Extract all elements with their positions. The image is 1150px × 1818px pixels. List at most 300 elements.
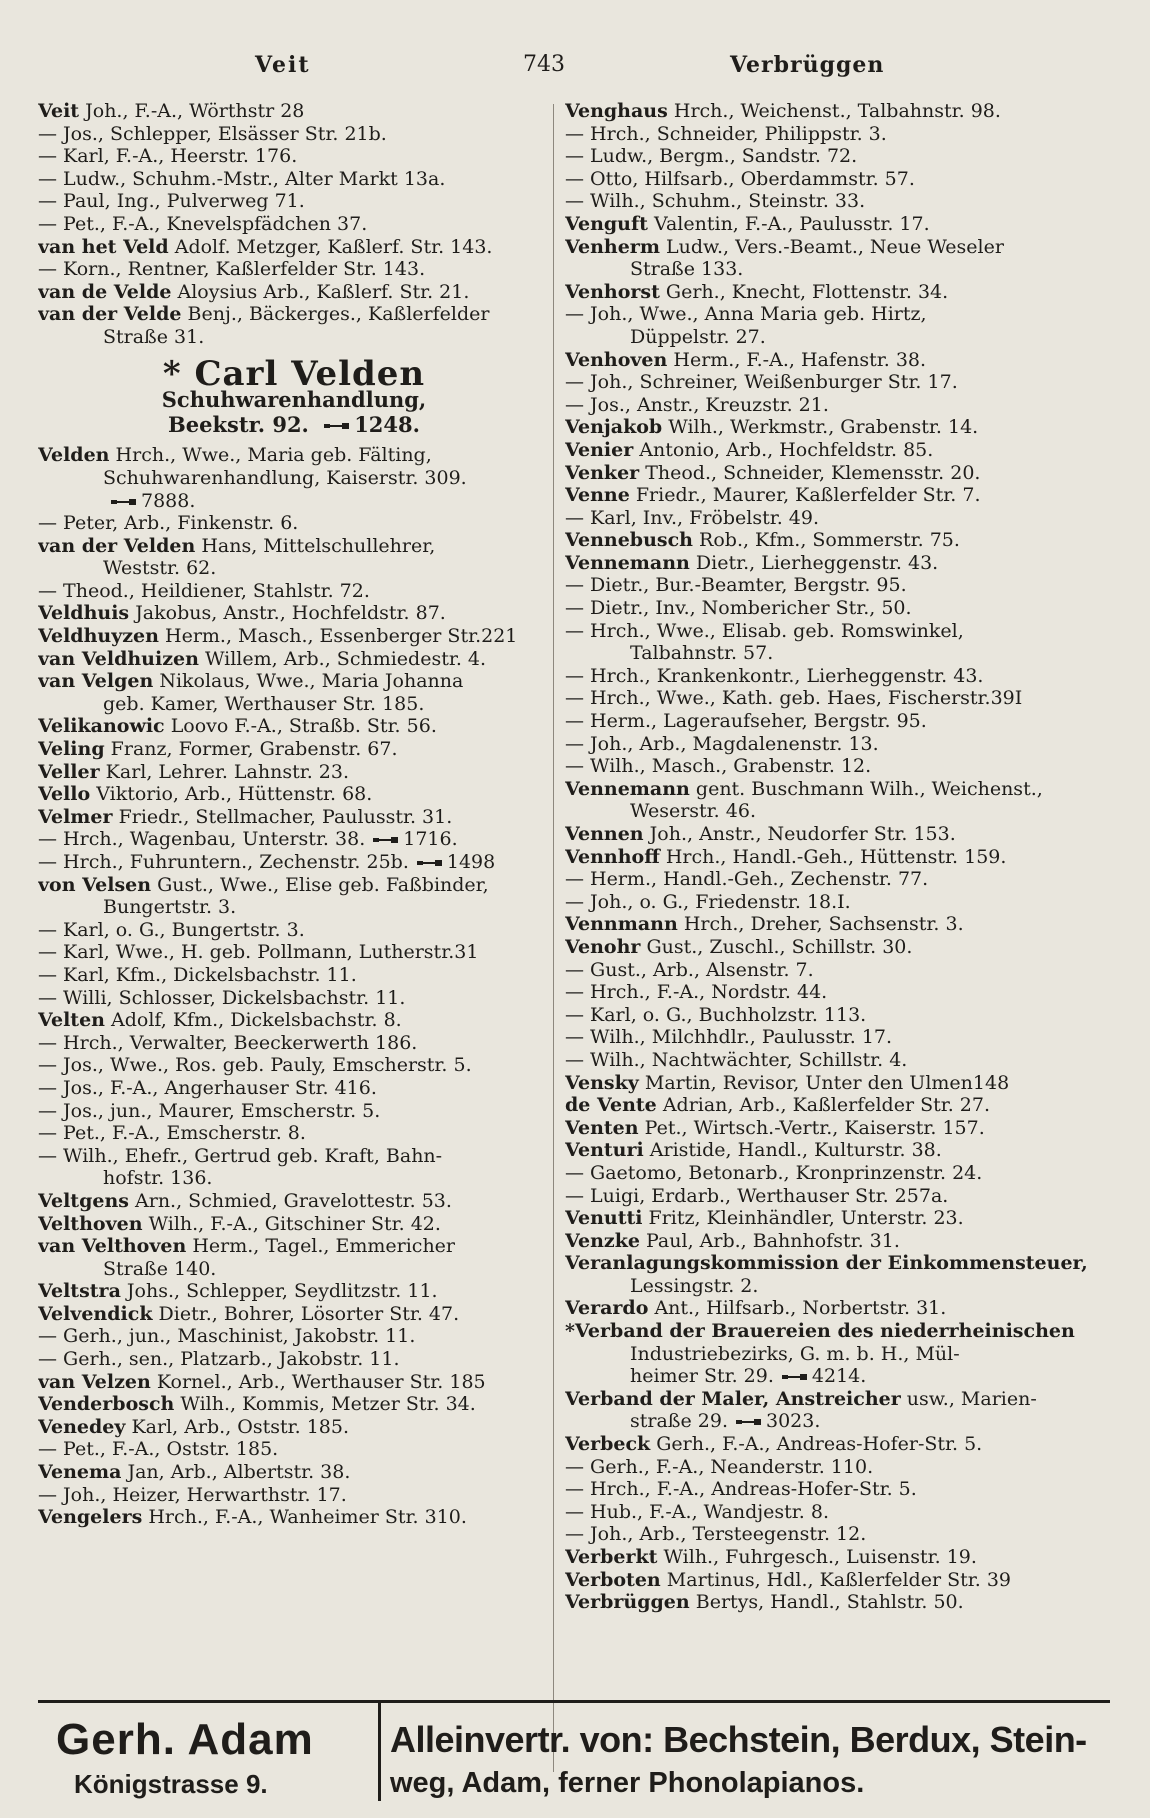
entry-continuation-text: Bungertstr. 3. — [103, 896, 237, 919]
entry-details: Pet., Wirtsch.-Vertr., Kaiserstr. 157. — [644, 1116, 985, 1139]
directory-entry — [38, 1393, 550, 1416]
directory-entry — [565, 168, 1110, 191]
entry-details: Dietr., Bohrer, Lösorter Str. 47. — [158, 1302, 460, 1325]
banner-company-name: Gerh. Adam — [56, 1715, 314, 1764]
directory-entry — [38, 1009, 550, 1032]
directory-entry — [38, 761, 550, 784]
entry-details: — Gust., Arb., Alsenstr. 7. — [565, 958, 814, 981]
entry-details: — Hrch., Fuhruntern., Zechenstr. 25b. — [38, 851, 409, 873]
directory-entry — [565, 190, 1110, 213]
entry-details: — Jos., F.-A., Angerhauser Str. 416. — [38, 1076, 377, 1099]
directory-entry — [565, 733, 1110, 756]
directory-entry — [565, 552, 1110, 575]
left-entries-bottom — [38, 444, 550, 1529]
entry-details: Wilh., Fuhrgesch., Luisenstr. 19. — [663, 1546, 977, 1568]
entry-phone — [782, 1365, 866, 1387]
directory-entry — [38, 919, 550, 942]
entry-details: Nikolaus, Wwe., Maria Johanna — [159, 670, 464, 693]
entry-surname: Verardo — [565, 1297, 649, 1320]
entry-details: Aloysius Arb., Kaßlerf. Str. 21. — [177, 280, 470, 303]
entry-surname: Vennemann — [565, 551, 690, 574]
directory-entry — [38, 1461, 550, 1484]
directory-entry — [565, 1049, 1110, 1072]
entry-details: Jan, Arb., Albertstr. 38. — [127, 1461, 351, 1484]
entry-surname: van der Velde — [38, 303, 182, 326]
directory-entry — [565, 439, 1110, 462]
directory-entry — [38, 236, 550, 259]
directory-entry — [38, 281, 550, 304]
entry-details: Hrch., Weichenst., Talbahnstr. 98. — [673, 100, 1001, 122]
directory-entry — [38, 941, 550, 964]
entry-continuation — [38, 1258, 550, 1281]
directory-entry — [38, 1325, 550, 1348]
directory-entry — [38, 1213, 550, 1236]
entry-continuation — [565, 258, 1110, 281]
entry-surname: *Verband der Brauereien des niederrheinischen — [565, 1320, 1075, 1343]
entry-continuation — [38, 557, 550, 580]
entry-surname: Venne — [565, 484, 630, 507]
entry-details: — Joh., o. G., Friedenstr. 18.I. — [565, 890, 851, 913]
entry-continuation-text: Schuhwarenhandlung, Kaiserstr. 309. — [103, 466, 467, 489]
entry-details: Hrch., F.-A., Wanheimer Str. 310. — [148, 1506, 467, 1529]
directory-entry — [38, 123, 550, 146]
entry-surname: Venghaus — [565, 100, 668, 122]
entry-details: — Gaetomo, Betonarb., Kronprinzenstr. 24. — [565, 1161, 983, 1184]
entry-details: — Herm., Handl.-Geh., Zechenstr. 77. — [565, 868, 929, 891]
entry-details: — Luigi, Erdarb., Werthauser Str. 257a. — [565, 1184, 949, 1207]
entry-surname: Verboten — [565, 1568, 661, 1591]
directory-entry — [38, 1122, 550, 1145]
directory-entry — [565, 462, 1110, 485]
entry-surname: Vennhoff — [565, 845, 660, 868]
directory-entry — [38, 580, 550, 603]
entry-details: Hrch., Dreher, Sachsenstr. 3. — [683, 913, 964, 936]
entry-surname: Vennebusch — [565, 529, 693, 552]
directory-entry — [565, 846, 1110, 869]
entry-details: Herm., Tagel., Emmericher — [192, 1235, 456, 1258]
entry-surname: Vensky — [565, 1071, 639, 1094]
entry-surname: Venohr — [565, 935, 641, 958]
directory-entry — [565, 1546, 1110, 1569]
entry-surname: van het Veld — [38, 235, 169, 258]
directory-entry — [565, 597, 1110, 620]
directory-entry — [565, 507, 1110, 530]
entry-continuation-text: Straße 133. — [630, 258, 744, 281]
entry-details: Karl, Lehrer. Lahnstr. 23. — [105, 760, 350, 783]
entry-details: — Pet., F.-A., Knevelspfädchen 37. — [38, 212, 368, 235]
entry-details: Wilh., Kommis, Metzer Str. 34. — [180, 1393, 476, 1416]
directory-entry — [565, 959, 1110, 982]
entry-details: — Wilh., Nachtwächter, Schillstr. 4. — [565, 1048, 908, 1071]
directory-entry — [565, 936, 1110, 959]
entry-surname: Venhoven — [565, 348, 668, 371]
directory-entry — [565, 1117, 1110, 1140]
directory-entry — [38, 964, 550, 987]
directory-entry — [38, 1506, 550, 1529]
entry-details: Adolf. Metzger, Kaßlerf. Str. 143. — [174, 235, 493, 258]
entry-details: usw., Marien- — [906, 1387, 1037, 1410]
entry-details: Willem, Arb., Schmiedestr. 4. — [204, 647, 487, 670]
entry-details: gent. Buschmann Wilh., Weichenst., — [695, 777, 1043, 800]
entry-details: Adrian, Arb., Kaßlerfelder Str. 27. — [662, 1094, 991, 1117]
directory-entry — [38, 670, 550, 693]
directory-entry — [38, 512, 550, 535]
entry-surname: Verband der Maler, Anstreicher — [565, 1387, 901, 1410]
entry-surname: Verbrüggen — [565, 1591, 690, 1614]
entry-details: Benj., Bäckerges., Kaßlerfelder — [187, 303, 490, 326]
entry-details: — Korn., Rentner, Kaßlerfelder Str. 143. — [38, 258, 426, 281]
entry-details: Bertys, Handl., Stahlstr. 50. — [695, 1591, 964, 1614]
entry-details: Gust., Wwe., Elise geb. Faßbinder, — [157, 873, 489, 896]
entry-details: Ludw., Vers.-Beamt., Neue Weseler — [665, 235, 1004, 258]
entry-details: — Wilh., Milchhdlr., Paulusstr. 17. — [565, 1026, 893, 1049]
directory-entry — [38, 874, 550, 897]
entry-surname: van Velzen — [38, 1370, 151, 1393]
entry-details: Wilh., F.-A., Gitschiner Str. 42. — [148, 1212, 441, 1235]
directory-entry — [565, 145, 1110, 168]
left-column — [38, 100, 550, 1529]
entry-surname: Verberkt — [565, 1546, 658, 1568]
entry-surname: van Velgen — [38, 670, 154, 693]
directory-entry — [565, 1523, 1110, 1546]
entry-surname: Venherm — [565, 235, 660, 258]
directory-entry — [565, 620, 1110, 643]
directory-entry — [38, 987, 550, 1010]
entry-surname: Velvendick — [38, 1302, 153, 1325]
entry-details: — Joh., Arb., Tersteegenstr. 12. — [565, 1523, 867, 1546]
directory-entry — [565, 1004, 1110, 1027]
page-number: 743 — [523, 52, 565, 77]
entry-details: Dietr., Lierheggenstr. 43. — [695, 551, 939, 574]
entry-details: Herm., F.-A., Hafenstr. 38. — [673, 348, 927, 371]
entry-details: — Joh., Arb., Magdalenenstr. 13. — [565, 732, 879, 755]
entry-details: — Hrch., Wwe., Kath. geb. Haes, Fischerstr.39I — [565, 687, 1023, 710]
banner-line-2: weg, Adam, ferner Phonolapianos. — [390, 1767, 865, 1799]
directory-entry — [565, 1185, 1110, 1208]
entry-details: Franz, Former, Grabenstr. 67. — [110, 738, 398, 761]
entry-surname: de Vente — [565, 1094, 657, 1117]
entry-details: — Joh., Wwe., Anna Maria geb. Hirtz, — [565, 303, 927, 326]
telephone-receiver-icon — [417, 858, 443, 868]
directory-entry — [38, 145, 550, 168]
entry-surname: Venhorst — [565, 280, 660, 303]
entry-details: Joh., F.-A., Wörthstr 28 — [85, 100, 305, 122]
entry-continuation-text: Düppelstr. 27. — [630, 325, 766, 348]
directory-entry — [565, 665, 1110, 688]
entry-surname: Venedey — [38, 1415, 126, 1438]
directory-entry — [565, 913, 1110, 936]
entry-continuation — [565, 326, 1110, 349]
entry-details: Loovo F.-A., Straßb. Str. 56. — [170, 715, 437, 738]
entry-continuation — [38, 326, 550, 349]
entry-details: Wilh., Werkmstr., Grabenstr. 14. — [668, 416, 979, 439]
velden-advertisement — [38, 353, 550, 437]
ad-phone — [324, 412, 420, 437]
header-left-keyword: Veit — [255, 52, 311, 78]
directory-entry — [565, 1297, 1110, 1320]
entry-surname: Venjakob — [565, 416, 663, 439]
directory-entry — [565, 1026, 1110, 1049]
directory-entry — [565, 891, 1110, 914]
entry-surname: Veldhuis — [38, 602, 130, 625]
entry-surname: Velthoven — [38, 1212, 143, 1235]
entry-continuation-text: Talbahnstr. 57. — [630, 642, 774, 665]
directory-entry — [38, 1054, 550, 1077]
directory-entry — [38, 490, 550, 513]
entry-details: Herm., Masch., Essenberger Str.221 — [165, 625, 518, 648]
entry-phone — [111, 490, 195, 512]
directory-entry — [565, 213, 1110, 236]
telephone-receiver-icon — [736, 1417, 762, 1427]
entry-details: — Hrch., Krankenkontr., Lierheggenstr. 43. — [565, 664, 984, 687]
directory-entry — [565, 236, 1110, 259]
left-entries-top — [38, 100, 550, 349]
entry-details: — Hrch., Verwalter, Beeckerwerth 186. — [38, 1031, 418, 1054]
directory-entry — [38, 1484, 550, 1507]
directory-entry — [565, 1230, 1110, 1253]
directory-entry — [565, 574, 1110, 597]
directory-entry — [565, 529, 1110, 552]
ad-subtitle: Schuhwarenhandlung, — [161, 387, 427, 413]
entry-surname: Velten — [38, 1009, 105, 1032]
right-column — [565, 100, 1110, 1614]
entry-details: Gust., Zuschl., Schillstr. 30. — [646, 935, 913, 958]
ad-phone-number: 1248. — [354, 411, 420, 437]
directory-entry — [38, 715, 550, 738]
entry-surname: Vennmann — [565, 913, 678, 936]
directory-entry — [565, 1207, 1110, 1230]
directory-entry — [565, 416, 1110, 439]
entry-details: — Jos., jun., Maurer, Emscherstr. 5. — [38, 1099, 381, 1122]
entry-details: Fritz, Kleinhändler, Unterstr. 23. — [648, 1207, 964, 1230]
entry-details: Valentin, F.-A., Paulusstr. 17. — [654, 212, 930, 235]
entry-details: — Hrch., Schneider, Philippstr. 3. — [565, 122, 887, 145]
entry-continuation-text: Weststr. 62. — [103, 557, 217, 580]
directory-entry — [565, 868, 1110, 891]
ad-address: Beekstr. 92. — [168, 411, 309, 437]
entry-continuation-text: geb. Kamer, Werthauser Str. 185. — [103, 692, 425, 715]
directory-entry — [38, 1235, 550, 1258]
entry-details: — Jos., Wwe., Ros. geb. Pauly, Emscherstr. 5. — [38, 1054, 472, 1077]
directory-entry — [565, 1094, 1110, 1117]
entry-surname: Venten — [565, 1116, 639, 1139]
entry-details: — Gerh., sen., Platzarb., Jakobstr. 11. — [38, 1348, 400, 1371]
directory-entry — [565, 484, 1110, 507]
entry-continuation — [565, 1343, 1110, 1366]
entry-continuation-text: Lessingstr. 2. — [630, 1274, 759, 1297]
entry-surname: Vello — [38, 783, 91, 806]
entry-details: — Hrch., Wwe., Elisab. geb. Romswinkel, — [565, 619, 964, 642]
entry-details: — Karl, Inv., Fröbelstr. 49. — [565, 506, 820, 529]
telephone-receiver-icon — [782, 1372, 808, 1382]
directory-entry — [38, 1077, 550, 1100]
directory-entry — [38, 1032, 550, 1055]
entry-details: — Hrch., Wagenbau, Unterstr. 38. — [38, 828, 366, 851]
directory-entry — [565, 281, 1110, 304]
directory-entry — [565, 1433, 1110, 1456]
entry-surname: Velikanowic — [38, 715, 165, 738]
directory-entry — [565, 100, 1110, 123]
directory-entry — [38, 738, 550, 761]
directory-entry — [38, 1100, 550, 1123]
entry-details: Friedr., Stellmacher, Paulusstr. 31. — [118, 805, 453, 828]
entry-details: Hrch., Wwe., Maria geb. Fälting, — [115, 444, 432, 467]
entry-surname: Venderbosch — [38, 1393, 175, 1416]
bottom-advertisement-banner — [38, 1700, 1110, 1803]
entry-details: — Gerh., jun., Maschinist, Jakobstr. 11. — [38, 1325, 416, 1348]
directory-entry — [38, 1303, 550, 1326]
directory-entry — [565, 303, 1110, 326]
entry-details: Hrch., Handl.-Geh., Hüttenstr. 159. — [665, 845, 1007, 868]
banner-street: Königstrasse 9. — [74, 1769, 268, 1799]
entry-continuation — [38, 1167, 550, 1190]
entry-details: — Hrch., F.-A., Nordstr. 44. — [565, 981, 828, 1004]
directory-entry — [565, 1478, 1110, 1501]
entry-surname: van Velthoven — [38, 1235, 187, 1258]
directory-entry — [38, 213, 550, 236]
entry-continuation — [38, 467, 550, 490]
entry-details: Karl, Arb., Oststr. 185. — [131, 1415, 350, 1438]
entry-details: — Herm., Lageraufseher, Bergstr. 95. — [565, 710, 927, 733]
entry-phone — [417, 851, 495, 873]
entry-details: — Gerh., F.-A., Neanderstr. 110. — [565, 1455, 874, 1478]
entry-surname: Venema — [38, 1461, 122, 1484]
entry-details: — Karl, Wwe., H. geb. Pollmann, Lutherstr.31 — [38, 941, 479, 964]
entry-continuation-text: straße 29. — [630, 1410, 728, 1433]
banner-line-1: Alleinvertr. von: Bechstein, Berdux, Stein- — [390, 1719, 1087, 1760]
entry-details: Aristide, Handl., Kulturstr. 38. — [649, 1139, 942, 1162]
entry-details: — Joh., Heizer, Herwarthstr. 17. — [38, 1483, 347, 1506]
directory-entry — [565, 710, 1110, 733]
entry-continuation-text: hofstr. 136. — [103, 1167, 213, 1190]
entry-surname: Venzke — [565, 1229, 640, 1252]
entry-details: Antonio, Arb., Hochfeldstr. 85. — [639, 438, 934, 461]
directory-entry — [565, 1388, 1110, 1411]
right-entries — [565, 100, 1110, 1614]
entry-details: — Jos., Anstr., Kreuzstr. 21. — [565, 393, 829, 416]
entry-details: — Ludw., Bergm., Sandstr. 72. — [565, 145, 858, 168]
entry-surname: Veltgens — [38, 1189, 129, 1212]
entry-surname: Venguft — [565, 212, 648, 235]
entry-phone-number: 1716. — [403, 828, 458, 851]
entry-surname: Venutti — [565, 1207, 643, 1230]
entry-details: — Pet., F.-A., Emscherstr. 8. — [38, 1122, 306, 1145]
telephone-receiver-icon — [373, 835, 399, 845]
entry-surname: Velden — [38, 444, 110, 467]
directory-entry — [38, 783, 550, 806]
entry-details: Hans, Mittelschullehrer, — [201, 534, 436, 557]
directory-entry — [565, 1501, 1110, 1524]
entry-continuation-text: Industriebezirks, G. m. b. H., Mül- — [630, 1342, 960, 1365]
entry-continuation — [565, 800, 1110, 823]
entry-details: Jakobus, Anstr., Hochfeldstr. 87. — [135, 602, 446, 625]
entry-details: — Karl, o. G., Buchholzstr. 113. — [565, 1003, 867, 1026]
entry-details: — Hub., F.-A., Wandjestr. 8. — [565, 1500, 829, 1523]
entry-details: — Otto, Hilfsarb., Oberdammstr. 57. — [565, 167, 915, 190]
entry-details: — Karl, Kfm., Dickelsbachstr. 11. — [38, 963, 357, 986]
directory-entry — [565, 1072, 1110, 1095]
directory-entry — [38, 806, 550, 829]
entry-surname: Veling — [38, 738, 105, 761]
entry-surname: Veranlagungskommission der Einkommensteuer, — [565, 1252, 1088, 1275]
directory-entry — [38, 1280, 550, 1303]
directory-entry — [38, 1348, 550, 1371]
directory-entry — [38, 1145, 550, 1168]
directory-entry — [38, 625, 550, 648]
entry-details: Kornel., Arb., Werthauser Str. 185 — [156, 1370, 486, 1393]
entry-surname: Venturi — [565, 1139, 644, 1162]
entry-continuation — [565, 1365, 1110, 1388]
entry-continuation — [38, 693, 550, 716]
entry-continuation — [565, 1275, 1110, 1298]
directory-entry — [565, 371, 1110, 394]
entry-details: Gerh., Knecht, Flottenstr. 34. — [665, 280, 949, 303]
entry-details: Arn., Schmied, Gravelottestr. 53. — [135, 1189, 452, 1212]
directory-entry — [565, 755, 1110, 778]
entry-details: — Jos., Schlepper, Elsässer Str. 21b. — [38, 122, 387, 145]
ad-title: * Carl Velden — [162, 353, 426, 394]
entry-details: Joh., Anstr., Neudorfer Str. 153. — [649, 823, 956, 845]
entry-phone-number: 4214. — [811, 1365, 867, 1388]
entry-continuation-text: Weserstr. 46. — [630, 800, 756, 823]
entry-surname: Vennen — [565, 823, 644, 845]
entry-phone-number: 3023. — [766, 1410, 821, 1433]
ad-address-line — [38, 411, 550, 437]
entry-details: — Willi, Schlosser, Dickelsbachstr. 11. — [38, 986, 406, 1009]
entry-surname: van der Velden — [38, 534, 196, 557]
entry-details: — Joh., Schreiner, Weißenburger Str. 17. — [565, 371, 958, 394]
directory-entry — [565, 1591, 1110, 1614]
directory-entry — [38, 1438, 550, 1461]
directory-entry — [565, 1456, 1110, 1479]
header-right-keyword: Verbrüggen — [730, 52, 885, 78]
entry-details: — Wilh., Masch., Grabenstr. 12. — [565, 755, 872, 778]
directory-entry — [565, 778, 1110, 801]
entry-details: Viktorio, Arb., Hüttenstr. 68. — [96, 783, 373, 806]
directory-entry — [565, 981, 1110, 1004]
entry-details: — Dietr., Inv., Nombericher Str., 50. — [565, 597, 912, 620]
entry-details: — Dietr., Bur.-Beamter, Bergstr. 95. — [565, 574, 907, 597]
entry-details: Ant., Hilfsarb., Norbertstr. 31. — [654, 1297, 947, 1320]
entry-surname: Velmer — [38, 805, 113, 828]
entry-surname: Vennemann — [565, 777, 690, 800]
entry-details: — Karl, o. G., Bungertstr. 3. — [38, 918, 305, 941]
directory-entry — [38, 190, 550, 213]
directory-entry — [38, 648, 550, 671]
entry-details: Martinus, Hdl., Kaßlerfelder Str. 39 — [666, 1568, 1011, 1591]
entry-surname: Veit — [38, 100, 80, 122]
entry-surname: Veltstra — [38, 1280, 121, 1303]
banner-separator — [378, 1703, 381, 1801]
entry-phone-number: 7888. — [141, 489, 196, 512]
directory-entry — [565, 1569, 1110, 1592]
entry-details: Theod., Schneider, Klemensstr. 20. — [645, 461, 981, 484]
directory-entry — [565, 349, 1110, 372]
directory-entry — [565, 823, 1110, 846]
directory-entry — [565, 1162, 1110, 1185]
entry-details: — Theod., Heildiener, Stahlstr. 72. — [38, 579, 370, 602]
entry-surname: Veldhuyzen — [38, 625, 159, 648]
entry-surname: von Velsen — [38, 873, 152, 896]
entry-surname: van de Velde — [38, 280, 172, 303]
entry-details: Rob., Kfm., Sommerstr. 75. — [699, 529, 960, 552]
directory-entry — [38, 444, 550, 467]
directory-entry — [38, 602, 550, 625]
entry-details: Adolf, Kfm., Dickelsbachstr. 8. — [111, 1009, 402, 1032]
entry-details: Johs., Schlepper, Seydlitzstr. 11. — [126, 1280, 438, 1303]
entry-surname: Veller — [38, 760, 100, 783]
entry-phone-number: 1498 — [446, 851, 496, 873]
